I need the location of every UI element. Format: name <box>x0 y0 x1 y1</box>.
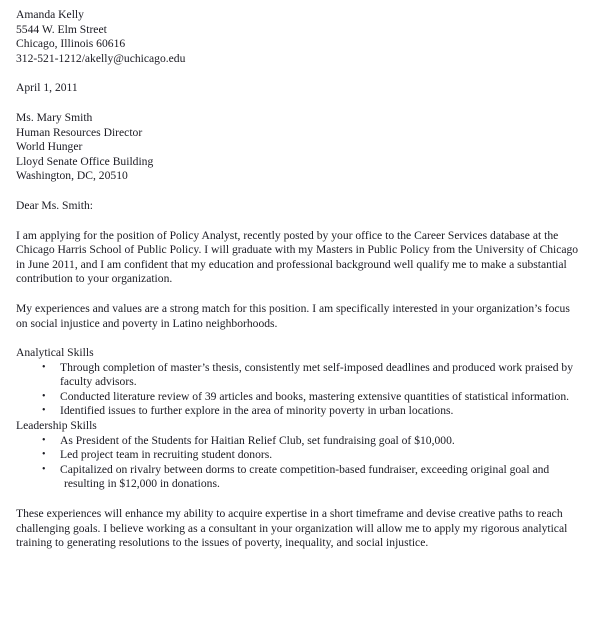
spacer-after-fit <box>16 331 582 346</box>
recipient-building: Lloyd Senate Office Building <box>16 154 154 168</box>
list-item-text: Conducted literature review of 39 articles and books, mastering extensive quantities of statistical information. <box>60 389 570 403</box>
paragraph-intro: I am applying for the position of Policy Analyst, recently posted by your office to the Career Services database at the Chicago Harris School of Public Policy. I will graduate with my Masters in Public Policy from the University of Chicago in June 2011, and I am confident that my education and professional background well qualify me to make a substantial contribution to your organization. <box>16 228 579 286</box>
recipient-city-state-zip: Washington, DC, 20510 <box>16 169 128 183</box>
spacer-after-sender <box>16 66 582 81</box>
list-item-text: Led project team in recruiting student donors. <box>60 448 273 462</box>
sender-street: 5544 W. Elm Street <box>16 22 107 36</box>
bullet-list-leadership-skills <box>16 434 582 492</box>
list-item-text: Through completion of master’s thesis, consistently met self-imposed deadlines and produced work praised by faculty advisors. <box>60 360 574 389</box>
salutation: Dear Ms. Smith: <box>16 198 93 212</box>
bullet-point-icon: • <box>42 434 46 446</box>
bullet-point-icon: • <box>42 463 46 475</box>
list-item <box>16 463 582 492</box>
list-item <box>16 390 582 405</box>
recipient-address-block <box>16 111 582 184</box>
bullet-point-icon: • <box>42 449 46 461</box>
list-item-text: As President of the Students for Haitian Relief Club, set fundraising goal of $10,000. <box>60 433 455 447</box>
sender-name: Amanda Kelly <box>16 8 84 21</box>
sender-phone-email: 312-521-1212/akelly@uchicago.edu <box>16 51 186 65</box>
paragraph-fit: My experiences and values are a strong match for this position. I am specifically interested in your organization’s focus on social injustice and poverty in Latino neighborhoods. <box>16 301 570 330</box>
recipient-title: Human Resources Director <box>16 125 143 139</box>
spacer-after-recipient <box>16 184 582 199</box>
section-heading-leadership-skills: Leadership Skills <box>16 419 97 433</box>
recipient-name: Ms. Mary Smith <box>16 110 93 124</box>
sender-city-state-zip: Chicago, Illinois 60616 <box>16 37 126 51</box>
list-item <box>16 448 582 463</box>
bullet-point-icon: • <box>42 390 46 402</box>
list-item <box>16 434 582 449</box>
recipient-organization: World Hunger <box>16 140 83 154</box>
list-item <box>16 404 582 419</box>
section-heading-analytical-skills: Analytical Skills <box>16 346 94 360</box>
paragraph-closing: These experiences will enhance my ability to acquire expertise in a short timeframe and devise creative paths to reach challenging goals. I believe working as a consultant in your organization will allow me to apply my rigorous analytical training to generating resolutions to the issues of poverty, inequality, and social injustice. <box>16 507 568 550</box>
list-item-text: Capitalized on rivalry between dorms to create competition-based fundraiser, exceeding original goal and resulting in $12,000 in donations. <box>60 462 550 491</box>
spacer-after-salutation <box>16 214 582 229</box>
spacer-before-closing <box>16 492 582 507</box>
list-item-text: Identified issues to further explore in the area of minority poverty in urban locations. <box>60 404 454 418</box>
list-item <box>16 361 582 390</box>
bullet-point-icon: • <box>42 361 46 373</box>
bullet-point-icon: • <box>42 405 46 417</box>
bullet-list-analytical-skills <box>16 361 582 419</box>
spacer-after-intro <box>16 287 582 302</box>
sender-address-block <box>16 8 582 66</box>
spacer-after-date <box>16 96 582 111</box>
letter-date: April 1, 2011 <box>16 81 78 95</box>
